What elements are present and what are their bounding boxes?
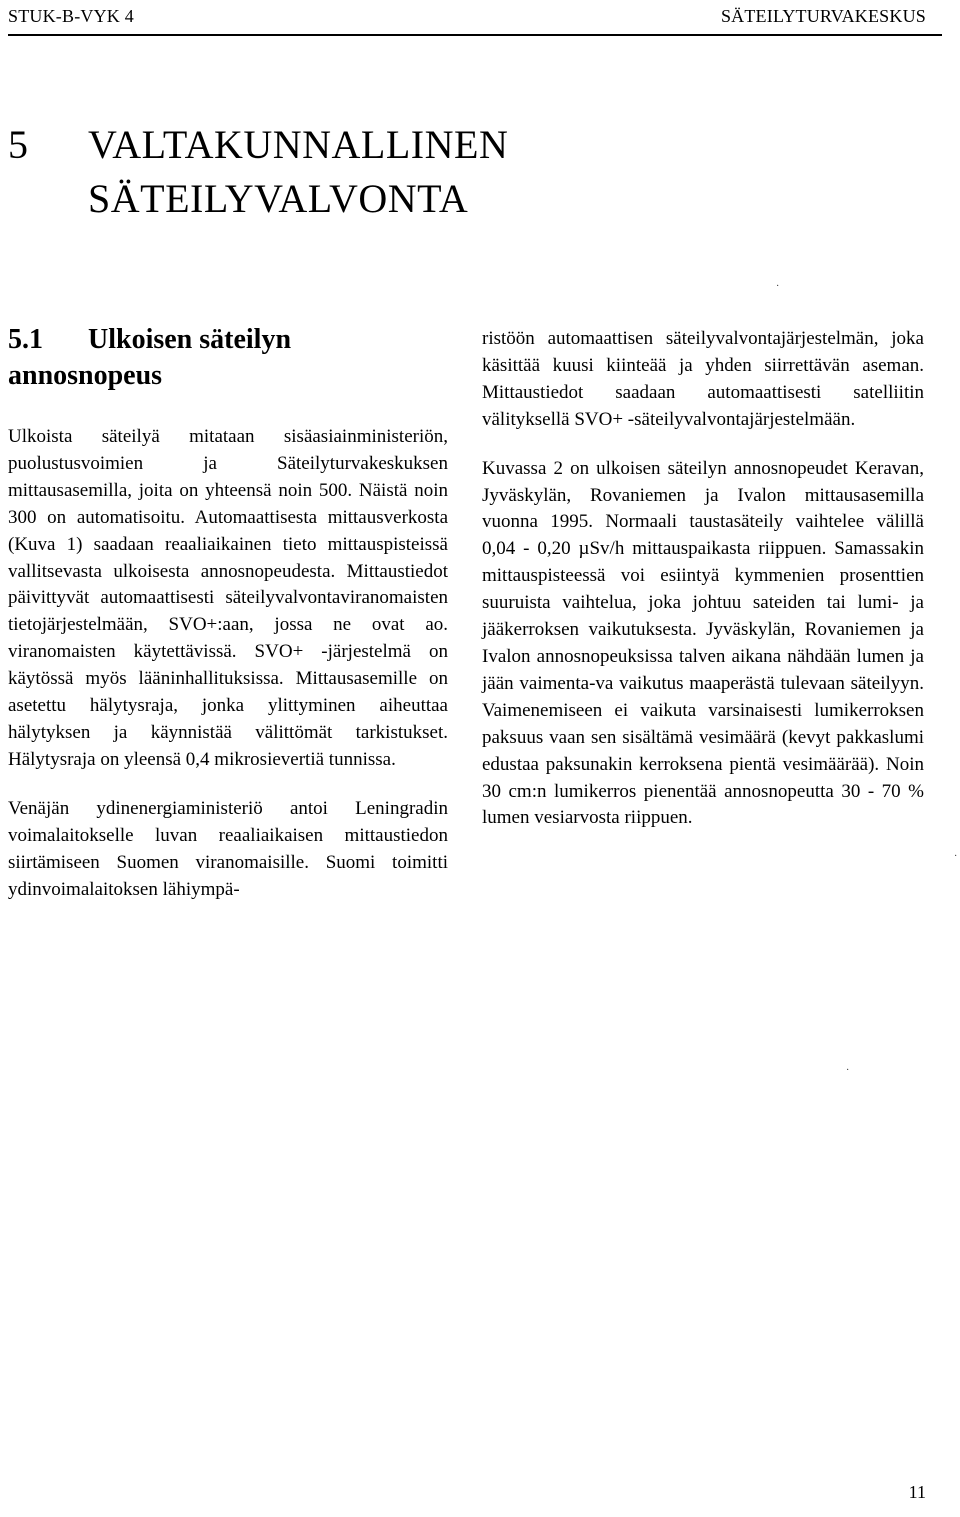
section-number: 5.1	[8, 324, 43, 355]
chapter-number: 5	[8, 122, 29, 167]
body-paragraph: Kuvassa 2 on ulkoisen säteilyn annosnopeudet Keravan, Jyväskylän, Rovaniemen ja Ivalon mittausasemilla vuonna 1995. Normaali taustasäteily vaihtelee välillä 0,04 - 0,20 µSv/h mittauspaikasta riippuen. Samassakin mittauspisteessä voi esiintyä kymmenien prosenttien suuruista vaihtelua, joka johtuu sateiden tai lumi- ja jääkerroksen vaikutuksesta. Jyväskylän, Rovaniemen ja Ivalon annosnopeuksissa talven aikana nähdään lumen ja jään vaimenta-va vaikutus maaperästä tulevaan säteilyyn. Vaimenemiseen ei vaikuta varsinaisesti lumikerroksen paksuus vaan sen sisältämä vesimäärä (kevyt pakkaslumi edustaa paksunakin kerroksena pientä vesimäärää). Noin 30 cm:n lumikerros pienentää annosnopeutta 30 - 70 % lumen vesiarvosta riippuen.	[482, 457, 924, 829]
left-text-column	[8, 424, 448, 903]
chapter-title-line1: VALTAKUNNALLINEN	[88, 122, 509, 167]
scan-speck: ·	[846, 1065, 850, 1076]
section-title-line2: annosnopeus	[8, 360, 163, 391]
page-number: 11	[908, 1482, 926, 1502]
body-paragraph: Ulkoista säteilyä mitataan sisäasiainministeriön, puolustusvoimien ja Säteilyturvakeskuksen mittausasemilla, joita on yhteensä noin 500. Näistä noin 300 on automatisoitu. Automaattisesta mittausverkosta (Kuva 1) saadaan reaaliaikainen tieto mittauspisteissä vallitsevasta ulkoisesta annosnopeudesta. Mittaustiedot päivittyvät automaattisesti säteilyvalvontaviranomaisten tietojärjestelmään, SVO+:aan, jossa ne ovat ao. viranomaisten käytettävissä. SVO+ -järjestelmä on käytössä myös lääninhallituksissa. Mittausasemille on asetettu hälytysraja, jonka ylittyminen aiheuttaa hälytyksen ja käynnistää välittömät tarkistukset. Hälytysraja on yleensä 0,4 mikrosievertiä tunnissa.	[8, 426, 448, 770]
running-header-right: SÄTEILYTURVAKESKUS	[720, 6, 926, 26]
section-title-line1: Ulkoisen säteilyn	[88, 324, 292, 355]
header-divider	[8, 34, 942, 36]
running-header-left: STUK-B-VYK 4	[8, 6, 134, 26]
chapter-heading	[8, 118, 508, 226]
scan-speck: ·	[776, 281, 780, 292]
body-paragraph: ristöön automaattisen säteilyvalvontajärjestelmän, joka käsittää kuusi kiinteää ja yhden siirrettävän aseman. Mittaustiedot saadaan automaattisesti satelliitin välityksellä SVO+ -säteilyvalvontajärjestelmään.	[482, 328, 924, 430]
body-paragraph: Venäjän ydinenergiaministeriö antoi Leningradin voimalaitokselle luvan reaaliaikaisen mittaustiedon siirtämiseen Suomen viranomaisille. Suomi toimitti ydinvoimalaitoksen lähiympä-	[8, 797, 448, 900]
right-text-column	[482, 326, 924, 832]
scan-speck: ·	[954, 851, 958, 862]
section-heading	[8, 322, 468, 394]
chapter-title-line2: SÄTEILYVALVONTA	[88, 176, 469, 221]
